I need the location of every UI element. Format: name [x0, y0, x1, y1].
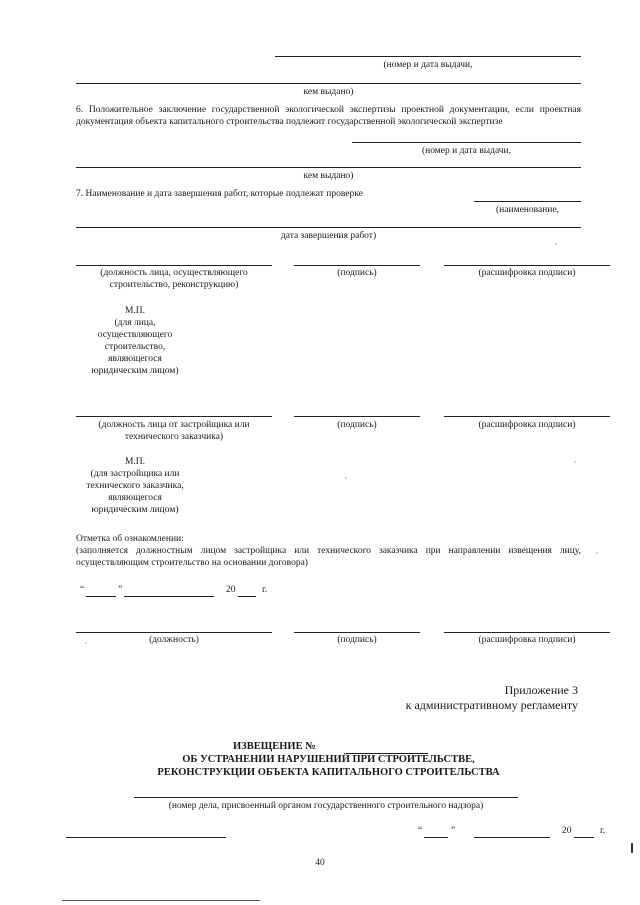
scan-edge-line [62, 900, 260, 901]
stamp-line: юридическим лицом) [91, 366, 179, 376]
notice-subtitle-1: ОБ УСТРАНЕНИИ НАРУШЕНИЙ ПРИ СТРОИТЕЛЬСТВЕ, [182, 754, 475, 765]
sig1-signature-caption: (подпись) [337, 268, 377, 278]
stamp-line: (для застройщика или [90, 469, 180, 479]
sig2-signature-line [294, 416, 420, 417]
issued-by-caption: кем выдано) [303, 87, 354, 97]
item-7-date-line [76, 227, 581, 228]
ack-year-line [238, 596, 256, 597]
sig1-stamp [70, 305, 200, 377]
scan-speck [574, 461, 576, 463]
ack-year-suffix: г. [262, 585, 268, 595]
notice-place-line [66, 837, 226, 838]
sig1-signature-line [294, 265, 420, 266]
notice-day-line [424, 837, 448, 838]
case-number-caption: (номер дела, присвоенный органом государственного строительного надзора) [168, 801, 484, 811]
scan-speck [596, 552, 598, 554]
sig2-decoding-line [444, 416, 610, 417]
stamp-line: являющегося [108, 354, 162, 364]
ack-year-prefix: 20 [226, 585, 236, 595]
notice-year-suffix: г. [600, 826, 606, 836]
stamp-line: технического заказчика, [86, 481, 184, 491]
scan-edge-mark [631, 843, 633, 853]
stamp-line: юридическим лицом) [91, 505, 179, 515]
ack-day-line [86, 596, 116, 597]
item-7-text: 7. Наименование и дата завершения работ, которые подлежат проверке [76, 189, 363, 199]
stamp-line: строительство, [104, 342, 166, 352]
stamp-line: являющегося [108, 493, 162, 503]
sig1-position-caption: (должность лица, осуществляющего строительство, реконструкцию) [100, 268, 248, 290]
ack-month-line [124, 596, 214, 597]
scan-speck [555, 243, 557, 245]
sig3-decoding-line [444, 632, 610, 633]
stamp-line: М.П. [124, 457, 146, 467]
appendix-title: Приложение 3 [504, 683, 578, 697]
ack-note: (заполняется должностным лицом застройщика или технического заказчика при направлении извещения лицу, осуществляющим строительство на основании договора) [76, 546, 581, 568]
ack-title: Отметка об ознакомлении: [76, 534, 184, 544]
stamp-line: (для лица, [114, 318, 156, 328]
issue-number-caption: (номер и дата выдачи, [383, 60, 473, 70]
sig3-position-line [76, 632, 272, 633]
ack-quote-open: “ [80, 585, 85, 595]
item-6-issued-by-caption: кем выдано) [303, 171, 354, 181]
sig3-position-caption: (должность) [149, 635, 199, 645]
sig2-signature-caption: (подпись) [337, 420, 377, 430]
item-6-text: 6. Положительное заключение государственной экологической экспертизы проектной документации, если проектная документация объекта капитального строительства подлежит государственной экологической экспертизе [76, 105, 581, 127]
notice-subtitle-2: РЕКОНСТРУКЦИИ ОБЪЕКТА КАПИТАЛЬНОГО СТРОИТЕЛЬСТВА [157, 767, 500, 778]
sig3-decoding-caption: (расшифровка подписи) [478, 635, 576, 645]
issued-by-line [76, 83, 581, 84]
sig3-signature-caption: (подпись) [337, 635, 377, 645]
item-7-name-caption: (наименование, [496, 205, 559, 215]
sig2-decoding-caption: (расшифровка подписи) [478, 420, 576, 430]
item-6-number-caption: (номер и дата выдачи, [421, 146, 512, 156]
sig1-decoding-caption: (расшифровка подписи) [478, 268, 576, 278]
sig2-position-line [76, 416, 272, 417]
notice-quote-close: ” [451, 826, 456, 836]
sig1-decoding-line [444, 265, 610, 266]
item-7-name-line [474, 201, 581, 202]
notice-title: ИЗВЕЩЕНИЕ № [233, 741, 316, 752]
stamp-line: М.П. [124, 306, 146, 316]
notice-month-line [474, 837, 550, 838]
sig3-signature-line [294, 632, 420, 633]
page-number: 40 [315, 858, 325, 868]
sig2-stamp [72, 456, 198, 516]
scan-speck [345, 477, 347, 479]
item-6-number-line [352, 142, 581, 143]
notice-quote-open: “ [418, 826, 423, 836]
item-6-issued-by-line [76, 167, 581, 168]
item-7-date-caption: дата завершения работ) [280, 231, 377, 241]
notice-year-line [574, 837, 594, 838]
notice-year-prefix: 20 [562, 826, 572, 836]
stamp-line: осуществляющего [97, 330, 173, 340]
case-number-line [134, 797, 518, 798]
ack-quote-close: ” [118, 585, 123, 595]
sig2-position-caption: (должность лица от застройщика или технического заказчика) [98, 420, 250, 442]
scan-speck [85, 642, 87, 644]
appendix-subtitle: к административному регламенту [405, 698, 578, 712]
issue-number-line [275, 56, 581, 57]
sig1-position-line [76, 265, 272, 266]
